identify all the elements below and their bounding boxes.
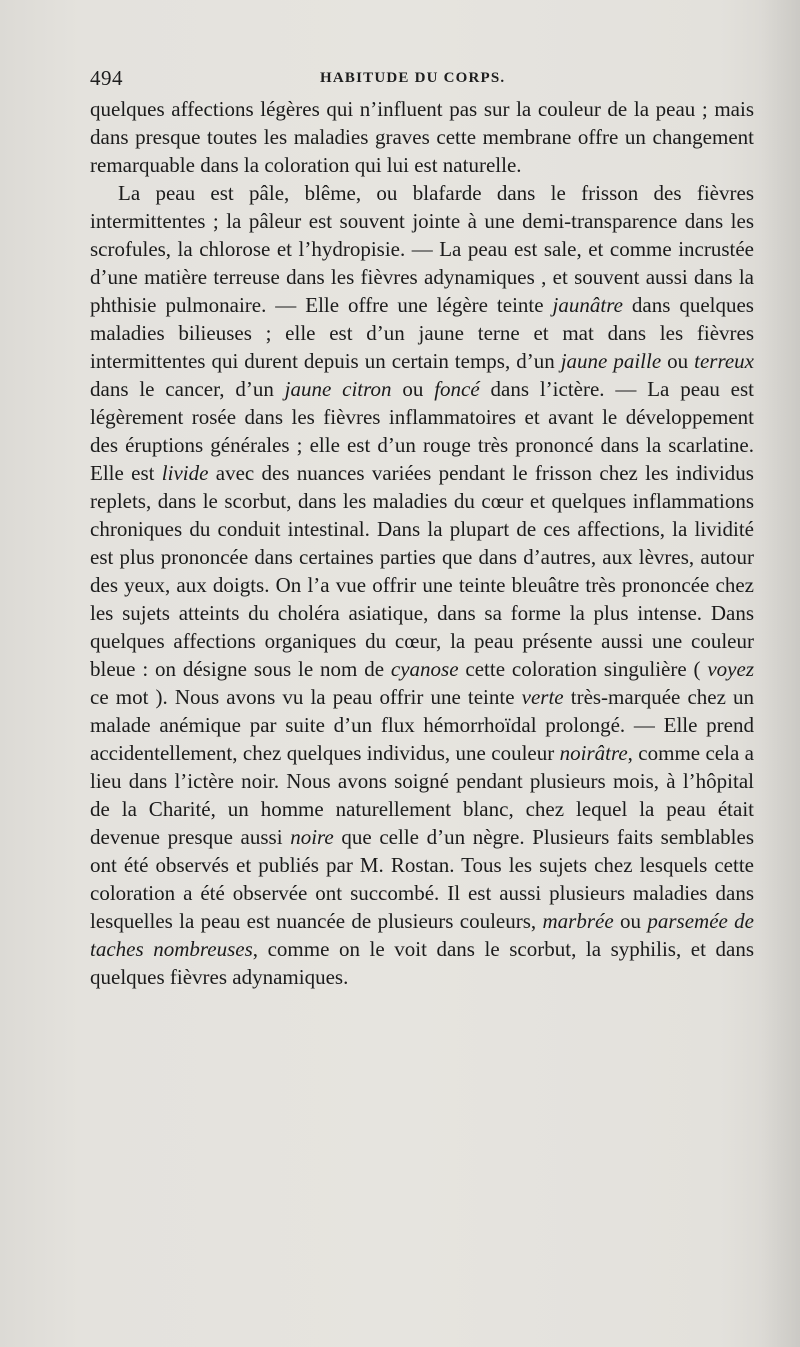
text-run: ou: [661, 349, 695, 373]
text-run: , comme on le voit dans le scorbut, la syphilis, et dans quelques fièvres adynamiques.: [90, 937, 754, 989]
paragraph-skin-color: [90, 179, 754, 991]
text-run: très-marquée chez un malade anémique par suite d’un flux hémorrhoïdal prolongé. — Elle prend accidentellement, chez quelques individus, une couleur: [90, 685, 754, 765]
italic-term: parsemée de taches nombreuses: [90, 909, 754, 961]
text-run: cette coloration singulière (: [458, 657, 708, 681]
italic-term: livide: [161, 461, 209, 485]
page-number: 494: [90, 66, 123, 90]
italic-term: jaune citron: [284, 377, 392, 401]
italic-term: noirâtre: [559, 741, 628, 765]
italic-term: voyez: [707, 657, 754, 681]
text-run: avec des nuances variées pendant le frisson chez les individus replets, dans le scorbut, dans les maladies du cœur et quelques inflammations chroniques du conduit intestinal. Dans la plupart de ces affections, la lividité est plus prononcée dans certaines parties que dans d’autres, aux lèvres, autour des yeux, aux doigts. On l’a vue offrir une teinte bleuâtre très prononcée chez les sujets atteints du choléra asiatique, dans sa forme la plus intense. Dans quelques affections organiques du cœur, la peau présente aussi une couleur bleue : on désigne sous le nom de: [90, 461, 754, 681]
text-run: ce mot ). Nous avons vu la peau offrir une teinte: [90, 685, 522, 709]
text-run: dans l’ictère. — La peau est légèrement rosée dans les fièvres inflammatoires et avant le développement des éruptions générales ; elle est d’un rouge très prononcé dans la scarlatine. Elle est: [90, 377, 754, 485]
italic-term: foncé: [434, 377, 480, 401]
body-text: [90, 95, 754, 991]
paragraph-continuation: quelques affections légères qui n’influent pas sur la couleur de la peau ; mais dans presque toutes les maladies graves cette membrane offre un changement remarquable dans la coloration qui lui est naturelle.: [90, 97, 754, 177]
italic-term: terreux: [694, 349, 754, 373]
text-run: dans quelques maladies bilieuses ; elle est d’un jaune terne et mat dans les fièvres intermittentes qui durent depuis un certain temps, d’un: [90, 293, 754, 373]
text-run: La peau est pâle, blême, ou blafarde dans le frisson des fièvres intermittentes ; la pâleur est souvent jointe à une demi-transparence dans les scrofules, la chlorose et l’hydropisie. — La peau est sale, et comme incrustée d’une matière terreuse dans les fièvres adynamiques , et souvent aussi dans la phthisie pulmonaire. — Elle offre une légère teinte: [90, 181, 754, 317]
italic-term: cyanose: [390, 657, 459, 681]
italic-term: noire: [290, 825, 334, 849]
italic-term: jaune paille: [560, 349, 662, 373]
italic-term: verte: [521, 685, 564, 709]
running-head: [90, 66, 750, 92]
text-run: ou: [391, 377, 435, 401]
italic-term: jaunâtre: [552, 293, 623, 317]
italic-term: marbrée: [542, 909, 614, 933]
text-run: ou: [613, 909, 648, 933]
running-title: HABITUDE DU CORPS.: [320, 70, 506, 86]
text-run: que celle d’un nègre. Plusieurs faits semblables ont été observés et publiés par M. Rostan. Tous les sujets chez lesquels cette coloration a été observée ont succombé. Il est aussi plusieurs maladies dans lesquelles la peau est nuancée de plusieurs couleurs,: [90, 825, 754, 933]
text-run: , comme cela a lieu dans l’ictère noir. Nous avons soigné pendant plusieurs mois, à l’hôpital de la Charité, un homme naturellement blanc, chez lequel la peau était devenue presque aussi: [90, 741, 754, 849]
text-run: dans le cancer, d’un: [90, 377, 285, 401]
